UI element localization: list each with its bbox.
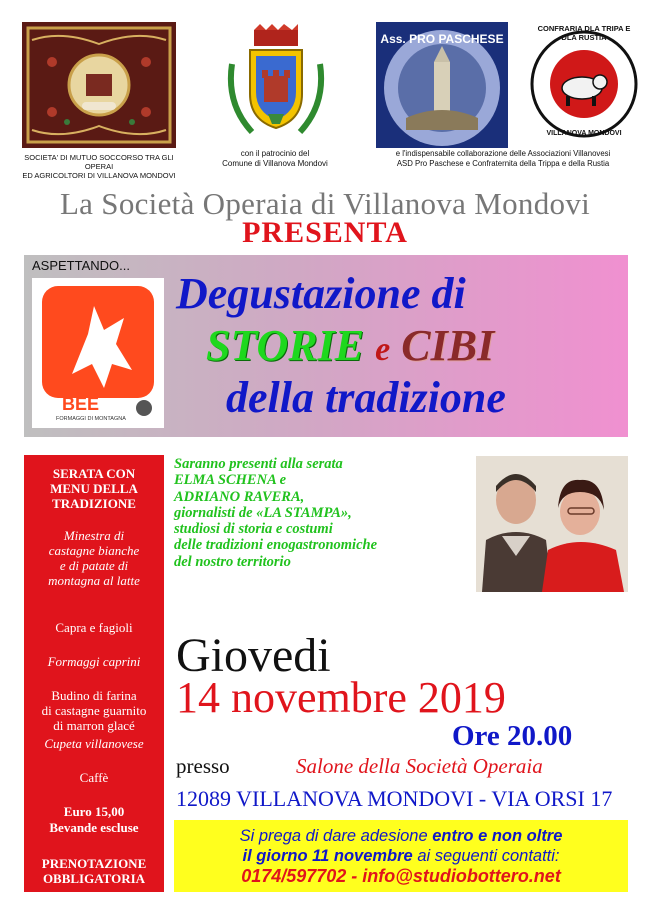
- associazioni-caption: e l'indispensabile collaborazione delle Associazioni Villanovesi ASD Pro Paschese e Confraternita della Trippa e della Rustia: [395, 149, 611, 168]
- contact-line-3[interactable]: 0174/597702 - info@studiobottero.net: [241, 866, 561, 886]
- guests-photo: [476, 456, 628, 592]
- confraria-tripa-logo: [530, 22, 638, 146]
- event-address: 12089 VILLANOVA MONDOVI - VIA ORSI 17: [176, 786, 613, 811]
- menu-dish-minestra: Minestra di castagne bianche e di patate di montagna al latte: [48, 528, 140, 588]
- menu-booking: PRENOTAZIONE OBBLIGATORIA: [41, 856, 147, 886]
- event-day: Giovedi: [176, 629, 331, 682]
- event-date: 14 novembre 2019: [176, 673, 506, 722]
- menu-dish-budino: Budino di farina di castagne guarnito di marron glacé: [41, 688, 147, 733]
- pro-paschese-label: Ass. PRO PASCHESE: [380, 32, 504, 46]
- aspettando-label: ASPETTANDO...: [32, 258, 130, 273]
- event-time: Ore 20.00: [452, 720, 573, 752]
- storie-word: STORIE: [206, 321, 365, 370]
- confraria-label: CONFRARIA DLA TRIPA E DLA RUSTIA: [537, 24, 631, 42]
- contact-line-1: Si prega di dare adesione entro e non oltre: [239, 827, 563, 845]
- contact-line-2: il giorno 11 novembre ai seguenti contatti:: [242, 847, 560, 865]
- guests-info: Saranno presenti alla serata ELMA SCHENA e ADRIANO RAVERA, giornalisti de «LA STAMPA», studiosi di storia e costumi delle tradizioni enogastronomiche del nostro territorio: [174, 456, 378, 570]
- mutuo-soccorso-caption: SOCIETA' DI MUTUO SOCCORSO TRA GLI OPERAI ED AGRICOLTORI DI VILLANOVA MONDOVI: [22, 153, 176, 180]
- banner-line-storie-cibi: [206, 320, 494, 371]
- presso-label: presso: [176, 754, 230, 778]
- confraria-sublabel: VILLANOVA MONDOVI: [546, 130, 622, 137]
- menu-dish-caffe: Caffè: [79, 770, 109, 785]
- comune-caption: con il patrocinio del Comune di Villanova Mondovi: [222, 149, 328, 168]
- bee-sublabel: FORMAGGI DI MONTAGNA: [56, 416, 126, 422]
- cibi-word: CIBI: [401, 321, 495, 370]
- banner-line-tradizione: della tradizione: [226, 373, 506, 422]
- mutuo-soccorso-banner-logo: [22, 22, 176, 148]
- menu-drinks: Bevande escluse: [49, 820, 139, 835]
- bee-label: BEE: [62, 394, 100, 414]
- presenta-heading: PRESENTA: [242, 216, 408, 249]
- event-venue: Salone della Società Operaia: [296, 754, 543, 778]
- menu-dish-capra: Capra e fagioli: [55, 620, 133, 635]
- pro-paschese-logo: [376, 22, 508, 148]
- bee-logo: [32, 278, 164, 428]
- menu-price: Euro 15,00: [63, 804, 125, 819]
- e-word: e: [375, 331, 391, 368]
- menu-dish-formaggi: Formaggi caprini: [47, 654, 141, 669]
- banner-line-degustazione: Degustazione di: [176, 269, 466, 318]
- page-title: La Società Operaia di Villanova Mondovi: [59, 186, 591, 221]
- menu-heading: SERATA CON MENU DELLA TRADIZIONE: [50, 466, 138, 511]
- comune-crest-logo: [222, 24, 330, 142]
- menu-dish-cupeta: Cupeta villanovese: [44, 736, 144, 751]
